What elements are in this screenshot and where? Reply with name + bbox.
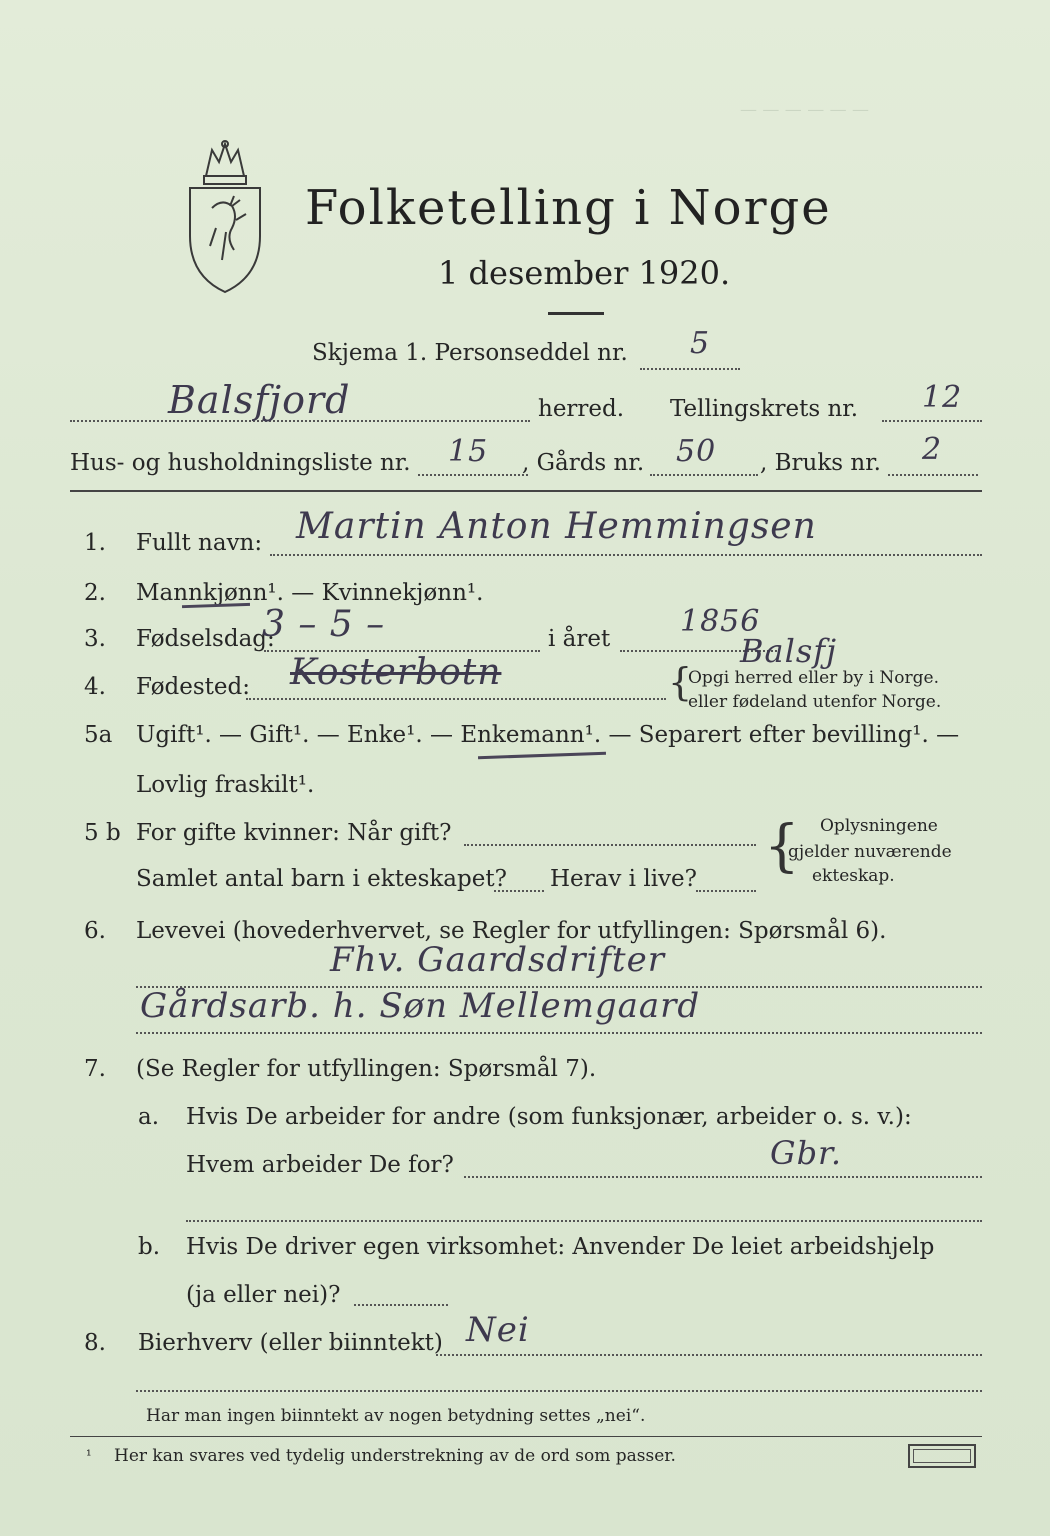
krets-value[interactable]: 12 xyxy=(922,380,963,415)
q4-value-struck[interactable]: Kosterbotn xyxy=(290,652,502,693)
q1-value[interactable]: Martin Anton Hemmingsen xyxy=(296,506,817,547)
q4-field-line xyxy=(246,698,666,700)
q6-number: 6. xyxy=(84,918,106,944)
q5a-label: Ugift¹. — Gift¹. — Enke¹. — Enkemann¹. — Separert efter bevilling¹. — xyxy=(136,722,960,748)
krets-field-line xyxy=(882,420,982,422)
bruks-label: , Bruks nr. xyxy=(760,450,881,476)
q5b-alive-field-line xyxy=(696,890,756,892)
q7a-field-line xyxy=(464,1176,982,1178)
q4-brace: { xyxy=(668,660,693,704)
bleed-through-text: — — — — — — xyxy=(740,100,870,120)
q5b-label: For gifte kvinner: Når gift? xyxy=(136,820,452,846)
q5a-label-2: Lovlig fraskilt¹. xyxy=(136,772,315,798)
footnote-divider xyxy=(70,1436,982,1437)
q8-number: 8. xyxy=(84,1330,106,1356)
bruks-value[interactable]: 2 xyxy=(922,432,943,467)
schema-label: Skjema 1. Personseddel nr. xyxy=(312,340,628,366)
q1-label: Fullt navn: xyxy=(136,530,263,556)
q1-field-line xyxy=(270,554,982,556)
q7a-label: Hvis De arbeider for andre (som funksjonær, arbeider o. s. v.): xyxy=(186,1104,912,1130)
q6-value-2[interactable]: Gårdsarb. h. Søn Mellemgaard xyxy=(140,986,701,1026)
q2-label: Mannkjønn¹. — Kvinnekjønn¹. xyxy=(136,580,484,606)
q7a-letter: a. xyxy=(138,1104,160,1130)
hus-label: Hus- og husholdningsliste nr. xyxy=(70,450,411,476)
q4-number: 4. xyxy=(84,674,106,700)
q6-field-line-2 xyxy=(136,1032,982,1034)
herred-label: herred. xyxy=(538,396,625,422)
q3-label: Fødselsdag: xyxy=(136,626,275,652)
bruks-field-line xyxy=(888,474,978,476)
header-divider xyxy=(70,490,982,492)
hus-field-line xyxy=(418,474,528,476)
q3-year-label: i året xyxy=(548,626,611,652)
q4-note-2: eller fødeland utenfor Norge. xyxy=(688,692,942,712)
gards-field-line xyxy=(650,474,758,476)
q5b-note-2: gjelder nuværende xyxy=(788,842,952,862)
form-title: Folketelling i Norge xyxy=(305,180,832,236)
q5a-number: 5a xyxy=(84,722,113,748)
q5b-married-field-line xyxy=(464,844,756,846)
q6-label: Levevei (hovederhvervet, se Regler for utfyllingen: Spørsmål 6). xyxy=(136,918,887,944)
q4-note-1: Opgi herred eller by i Norge. xyxy=(688,668,939,688)
q4-value-correction[interactable]: Balsfj xyxy=(740,632,838,670)
q8-value[interactable]: Nei xyxy=(466,1310,530,1350)
q2-number: 2. xyxy=(84,580,106,606)
q5b-note-1: Oplysningene xyxy=(820,816,938,836)
q1-number: 1. xyxy=(84,530,106,556)
form-date: 1 desember 1920. xyxy=(438,254,731,292)
q8-field-line-2 xyxy=(136,1390,982,1392)
title-divider xyxy=(548,312,604,315)
coat-of-arms-icon xyxy=(182,136,268,294)
schema-value[interactable]: 5 xyxy=(690,326,711,361)
q7a-field-line-2 xyxy=(186,1220,982,1222)
herred-value[interactable]: Balsfjord xyxy=(168,378,351,422)
q5a-selection-underline xyxy=(478,752,606,759)
q5b-number: 5 b xyxy=(84,820,121,846)
q3-value[interactable]: 3 – 5 – xyxy=(262,604,386,645)
q6-value-1[interactable]: Fhv. Gaardsdrifter xyxy=(330,940,665,980)
gards-value[interactable]: 50 xyxy=(676,434,717,469)
q5b-children-field-line xyxy=(494,890,544,892)
q7-number: 7. xyxy=(84,1056,106,1082)
q4-label: Fødested: xyxy=(136,674,251,700)
q8-label: Bierhverv (eller biinntekt) xyxy=(138,1330,443,1356)
q7b-letter: b. xyxy=(138,1234,161,1260)
q8-note: Har man ingen biinntekt av nogen betydning settes „nei“. xyxy=(146,1406,646,1426)
q5b-note-3: ekteskap. xyxy=(812,866,895,886)
q5b-brace: { xyxy=(764,814,800,879)
schema-field-line xyxy=(640,368,740,370)
footnote-text: Her kan svares ved tydelig understrekning av de ord som passer. xyxy=(114,1446,676,1466)
hus-value[interactable]: 15 xyxy=(448,434,489,469)
gards-label: , Gårds nr. xyxy=(522,450,645,476)
q7b-label-2: (ja eller nei)? xyxy=(186,1282,341,1308)
footnote-mark: ¹ xyxy=(86,1448,92,1464)
printer-stamp-icon xyxy=(908,1444,976,1468)
q3-year-value[interactable]: 1856 xyxy=(680,604,761,639)
q7a-label-2: Hvem arbeider De for? xyxy=(186,1152,454,1178)
q8-field-line xyxy=(436,1354,982,1356)
q7a-value[interactable]: Gbr. xyxy=(770,1134,842,1172)
q3-number: 3. xyxy=(84,626,106,652)
krets-label: Tellingskrets nr. xyxy=(670,396,859,422)
q7b-label: Hvis De driver egen virksomhet: Anvender De leiet arbeidshjelp xyxy=(186,1234,935,1260)
q7-label: (Se Regler for utfyllingen: Spørsmål 7). xyxy=(136,1056,597,1082)
q5b-label-2: Samlet antal barn i ekteskapet? xyxy=(136,866,507,892)
q5b-label-3: Herav i live? xyxy=(550,866,697,892)
q7b-field-line xyxy=(354,1304,448,1306)
